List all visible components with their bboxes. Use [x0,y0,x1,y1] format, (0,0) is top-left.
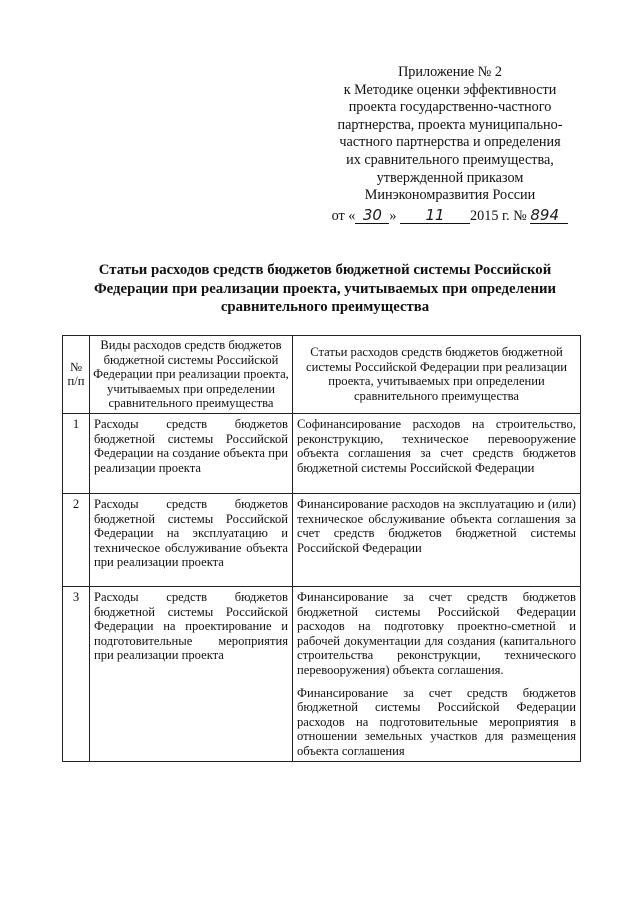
row-type: Расходы средств бюджетов бюджетной системы Российской Федерации на проектирование и подготовительные мероприятия при реализации проекта [90,586,293,762]
row-num: 2 [63,493,90,586]
header-num: № п/п [63,336,90,414]
appendix-line: их сравнительного преимущества, [346,151,554,168]
title-line: Статьи расходов средств бюджетов бюджетной системы Российской [98,262,552,278]
title-line: Федерации при реализации проекта, учитываемых при определении [93,280,557,297]
table-row [63,586,581,762]
row-items [293,493,581,586]
handwritten-day: 30 [355,207,389,224]
appendix-line: проекта государственно-частного [348,99,552,116]
handwritten-month: 11 [400,207,470,224]
date-mid: » [389,207,397,224]
row-num: 3 [63,586,90,762]
row-item: Финансирование за счет средств бюджетов бюджетной системы Российской Федерации расходов на подготовку проектно-сметной и рабочей документации для создания (капитального строительства реконструкции, технического перевооружения) объекта соглашения. [297,589,576,677]
header-items: Статьи расходов средств бюджетов бюджетной системы Российской Федерации при реализации проекта, учитываемых при определении сравнительного преимущества [293,336,581,414]
title-line: сравнительного преимущества [220,299,430,316]
row-items [293,413,581,493]
row-items [293,586,581,762]
row-item: Финансирование расходов на эксплуатацию и (или) техническое обслуживание объекта соглашения за счет средств бюджетов бюджетной системы Российской Федерации [297,496,576,555]
appendix-line: к Методике оценки эффективности [343,81,557,98]
appendix-line: партнерства, проекта муниципально- [337,116,563,133]
table-row [63,493,581,586]
appendix-line: утвержденной приказом [376,169,524,186]
header-types: Виды расходов средств бюджетов бюджетной системы Российской Федерации при реализации проекта, учитываемых при определении сравнительного преимущества [90,336,293,414]
table-row [63,413,581,493]
order-date-line [300,207,600,226]
appendix-line: частного партнерства и определения [339,134,561,151]
row-type: Расходы средств бюджетов бюджетной системы Российской Федерации на эксплуатацию и техническое обслуживание объекта при реализации проекта [90,493,293,586]
row-type: Расходы средств бюджетов бюджетной системы Российской Федерации на создание объекта при реализации проекта [90,413,293,493]
date-year: 2015 г. № [470,207,527,224]
appendix-line: Приложение № 2 [398,64,502,80]
row-num: 1 [63,413,90,493]
row-item: Софинансирование расходов на строительство, реконструкцию, техническое перевооружение объекта соглашения за счет средств бюджетов бюджетной системы Российской Федерации [297,416,576,475]
table-header-row [63,336,581,414]
appendix-header [300,64,600,225]
date-prefix: от « [331,207,356,224]
document-title [75,261,575,317]
handwritten-order-number: 894 [530,207,568,224]
appendix-line: Минэкономразвития России [364,187,536,204]
row-item: Финансирование за счет средств бюджетов бюджетной системы Российской Федерации расходов на подготовительные мероприятия в отношении земельных участков для размещения объекта соглашения [297,685,576,758]
expenses-table [62,335,581,762]
